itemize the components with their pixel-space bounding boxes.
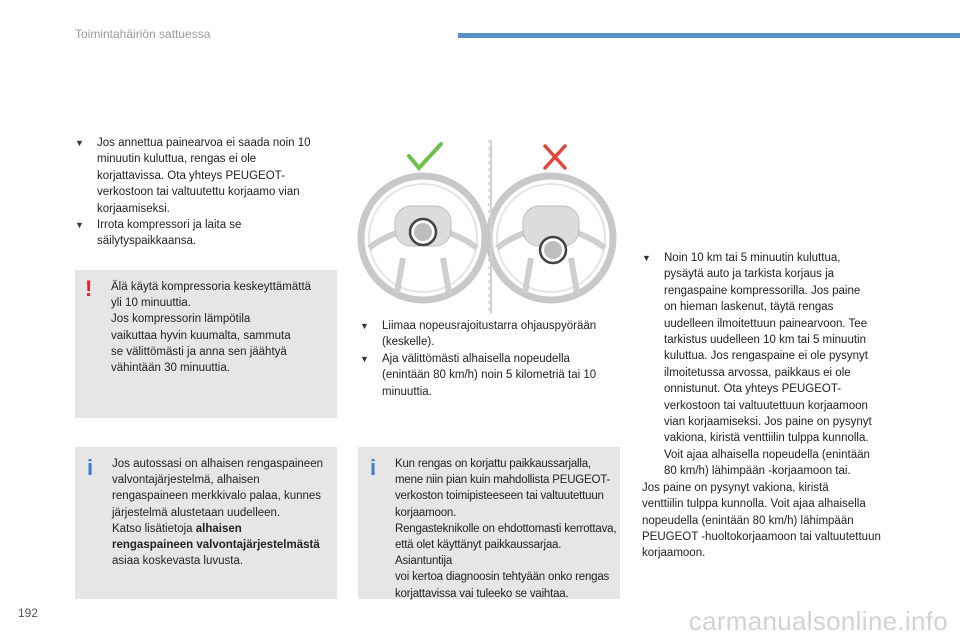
list-item: ▼ Noin 10 km tai 5 minuutin kuluttua, pysäytä auto ja tarkista korjaus ja rengaspaine kompressorilla. Jos paine on hieman laskenut, täytä rengas uudelleen ilmoitettuun painearvoon. Tee tarkistus uudelleen 10 km tai 5 minuutin kuluttua. Jos rengaspaine ei ole pysynyt ilmoitetussa arvossa, paikkaus ei ole onnistunut. Ota yhteys PEUGEOT- verkostoon tai valtuutettuun korjaamoon vian korjaamiseksi. Jos paine on pysynyt vakiona, kiristä venttiilin tulppa kunnolla. Voit ajaa alhaisella nopeudella (enintään 80 km/h) lähimpään -korjaamoon tai.	[642, 250, 927, 480]
info-box-repair	[358, 447, 620, 599]
bullet-arrow-icon: ▼	[360, 321, 369, 331]
info-text: Kun rengas on korjattu paikkaussarjalla, mene niin pian kuin mahdollista PEUGEOT- verkoston toimipisteeseen tai valtuutettuun korjaamoon. Rengasteknikolle on ehdottomasti kerrottava, että olet käyttänyt paikkaussarjaa. Asiantuntija voi kertoa diagnoosin tehtyään onko rengas korjattavissa vai tuleeko se vaihtaa.	[395, 458, 617, 600]
bullet-arrow-icon: ▼	[642, 253, 651, 263]
follow-up-paragraph: Jos paine on pysynyt vakiona, kiristä venttiilin tulppa kunnolla. Voit ajaa alhaisella nopeudella (enintään 80 km/h) lähimpään PEUGEOT -huoltokorjaamoon tai valtuutettuun korjaamoon.	[642, 481, 881, 560]
bullet-arrow-icon: ▼	[75, 138, 84, 148]
steering-wheel-figure	[355, 138, 620, 313]
correct-wheel	[361, 176, 485, 300]
warning-text: Älä käytä kompressoria keskeyttämättä yli 10 minuuttia. Jos kompressorin lämpötila vaikuttaa hyvin kuumalta, sammuta se välittömästi ja anna sen jäähtyä vähintään 30 minuuttia.	[111, 281, 312, 375]
list-item: ▼ Jos annettua painearvoa ei saada noin 10 minuutin kuluttua, rengas ei ole korjattavissa. Ota yhteys PEUGEOT-verkostoon tai valtuutettu korjaamo vian korjaamiseksi.	[75, 135, 325, 217]
middle-instructions	[360, 318, 618, 400]
wrong-wheel	[489, 176, 613, 300]
header-accent-bar	[458, 33, 960, 38]
page-header-title: Toimintahäiriön sattuessa	[75, 27, 211, 41]
info-icon: i	[370, 455, 377, 480]
bullet-arrow-icon: ▼	[360, 353, 369, 364]
cross-icon	[545, 146, 565, 168]
page-number: 192	[18, 606, 39, 620]
list-item: ▼ Irrota kompressori ja laita se säilytyspaikkaansa.	[75, 217, 325, 250]
bullet-arrow-icon: ▼	[75, 220, 84, 231]
right-instructions	[642, 250, 927, 562]
info-icon: i	[87, 455, 94, 480]
info-text: Jos autossasi on alhaisen rengaspaineen valvontajärjestelmä, alhaisen rengaspaineen merkkivalo palaa, kunnes järjestelmä alustetaan uudelleen. Katso lisätietoja alhaisen rengaspaineen valvontajärjestelmästä asiaa koskevasta luvusta.	[112, 458, 323, 568]
info-box-tpms	[75, 447, 337, 599]
left-instructions	[75, 135, 325, 250]
list-item: ▼ Aja välittömästi alhaisella nopeudella (enintään 80 km/h) noin 5 kilometriä tai 10 minuuttia.	[360, 351, 618, 400]
watermark: carmanualsonline.info	[688, 606, 948, 636]
warning-box	[75, 270, 337, 418]
exclamation-icon: !	[85, 276, 93, 301]
checkmark-icon	[409, 144, 441, 168]
list-item: ▼ Liimaa nopeusrajoitustarra ohjauspyörään (keskelle).	[360, 318, 618, 351]
